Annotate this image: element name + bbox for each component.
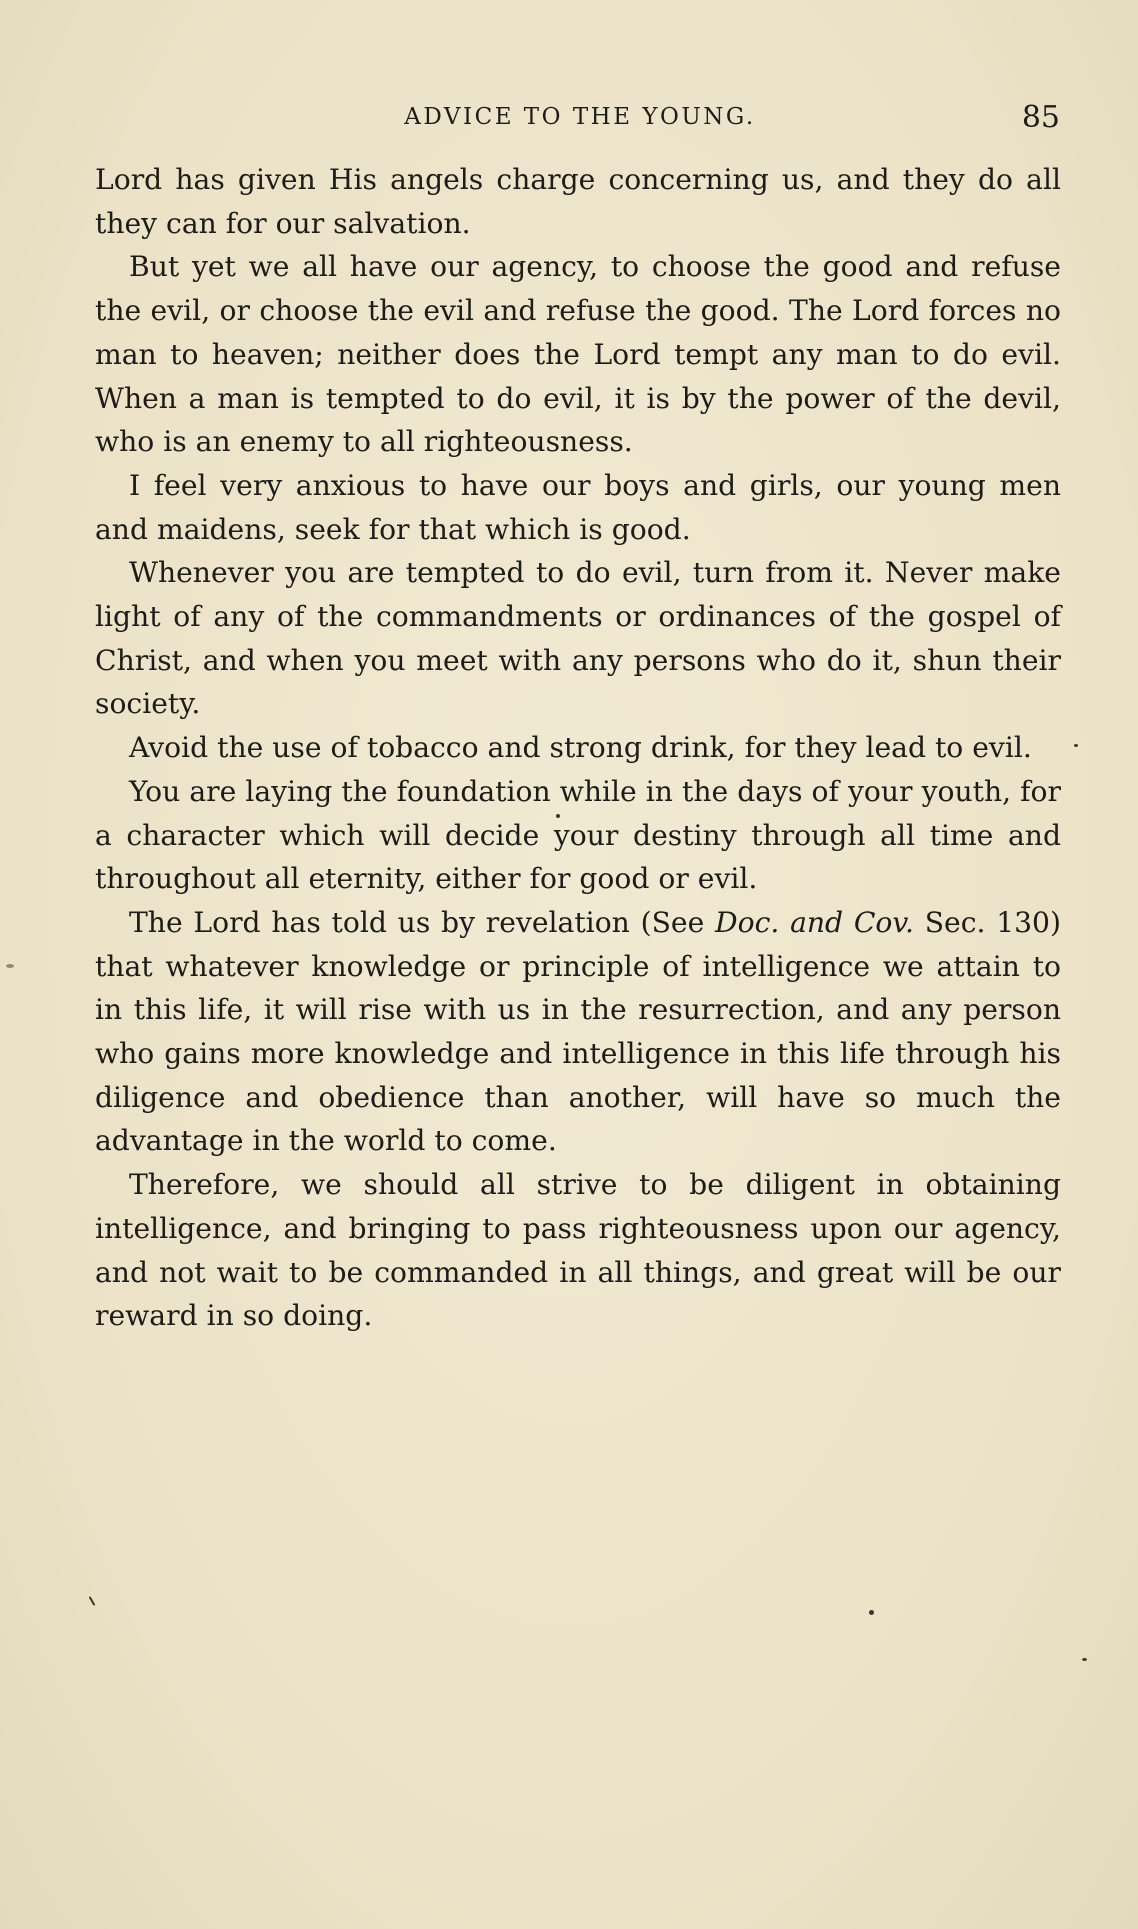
citation-doc-and-cov: Doc. and Cov. [715, 905, 914, 939]
page-number: 85 [1021, 100, 1060, 135]
running-title: ADVICE TO THE YOUNG. [404, 104, 756, 130]
paragraph-tobacco: Avoid the use of tobacco and strong drink, for they lead to evil. [129, 731, 1032, 765]
paragraph-foundation: You are laying the foundation while in the days of your youth, for a character which will decide your destiny through all time and throughout all eternity, either for good or evil. [95, 774, 1061, 896]
paragraph-diligent: Therefore, we should all strive to be diligent in obtaining intelligence, and bringing to pass righteousness upon our agency, and not wait to be commanded in all things, and great will be our reward in so doing. [95, 1168, 1061, 1333]
scan-speck [556, 814, 560, 818]
scan-speck [869, 1610, 874, 1615]
paragraph-anxious: I feel very anxious to have our boys and girls, our young men and maidens, seek for that which is good. [95, 468, 1061, 546]
scan-speck [6, 964, 14, 968]
scan-speck [89, 1596, 96, 1606]
revelation-text-before: The Lord has told us by revelation (See [129, 905, 716, 939]
paragraph-agency: But yet we all have our agency, to choose the good and refuse the evil, or choose the evil and refuse the good. The Lord forces no man to heaven; neither does the Lord tempt any man to do evil. When a man is tempted to do evil, it is by the power of the devil, who is an enemy to all righteousness. [95, 250, 1061, 459]
paragraph-continuation: Lord has given His angels charge concerning us, and they do all they can for our salvation. [95, 163, 1061, 240]
scan-speck [1082, 1658, 1087, 1661]
body-text [95, 158, 1061, 1338]
scan-speck [1074, 744, 1078, 747]
page-header [95, 100, 1065, 144]
revelation-text-after: Sec. 130) that whatever knowledge or principle of intelligence we attain to in this life, it will rise with us in the resurrection, and any person who gains more knowledge and intelligence in this life through his diligence and obedience than another, will have so much the advantage in the world to come. [95, 905, 1061, 1158]
paragraph-tempted: Whenever you are tempted to do evil, turn from it. Never make light of any of the commandments or ordinances of the gospel of Christ, and when you meet with any persons who do it, shun their society. [95, 556, 1061, 721]
paragraph-revelation [95, 901, 1061, 1163]
